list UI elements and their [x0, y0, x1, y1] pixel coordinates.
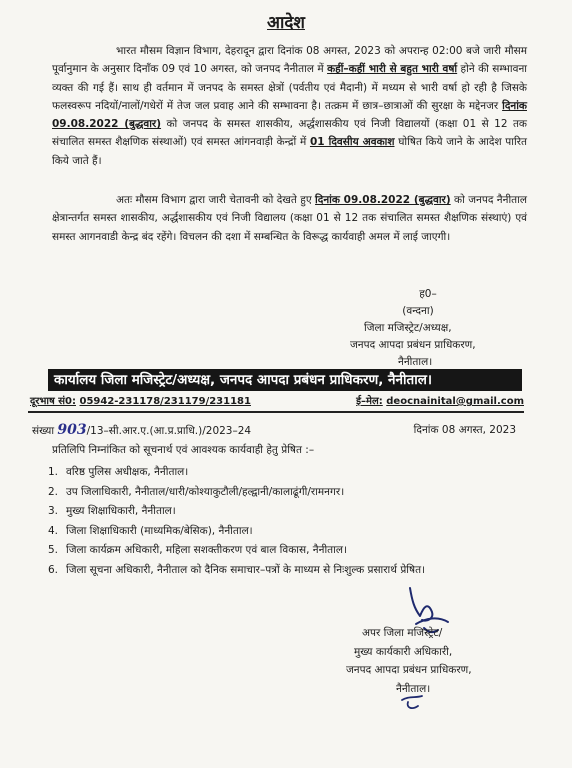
signatory-name: (वन्दना)	[402, 305, 434, 317]
order-paragraph-2	[52, 191, 527, 246]
list-item	[48, 522, 524, 542]
list-item-text: जिला शिक्षाधिकारी (माध्यमिक/बेसिक), नैनीताल।	[66, 524, 253, 537]
signatory2-designation-3: जनपद आपदा प्रबंधन प्राधिकरण,	[346, 664, 472, 676]
signature-block-adm	[346, 624, 546, 698]
para1-text-1: भारत मौसम विज्ञान विभाग, देहरादून द्वारा दिनांक 08 अगस्त, 2023 को अपरान्ह 02:00 बजे जारी मौसम पूर्वानुमान के अनुसार दिनाँक 09 एवं 10 अगस्त, को जनपद नैनीताल में	[52, 45, 527, 76]
para2-text-2: को जनपद नैनीताल क्षेत्रान्तर्गत समस्त शासकीय, अर्द्धशासकीय एवं निजी विद्यालय (कक्षा 01 से 12 तक संचालित समस्त शैक्षणिक संस्थाएं) एवं समस्त आगनवाडी केन्द्र बंद रहेंगे। विचलन की दशा में सम्बन्धित के विरूद्ध कार्यवाही अमल में लाई जाएगी।	[52, 194, 527, 243]
list-item-text: उप जिलाधिकारी, नैनीताल/धारी/कोश्याकुटौली/हल्द्वानी/कालाढूंगी/रामनगर।	[66, 485, 345, 498]
initials-mark	[398, 692, 428, 714]
signature-block-dm	[348, 286, 548, 371]
order-title	[0, 10, 572, 33]
para1-text-2: होने की सम्भावना व्यक्त की गई हैं। साथ ही वर्तमान में जनपद के समस्त क्षेत्रों (पर्वतीय एवं मैदानी) में मध्यम से भारी वर्षा हो रही है जिसके फलस्वरूप नदियों/नालों/गधेरों में तेज जल प्रवाह आने की सम्भावना है। तत्क्रम में छात्र–छात्राओं की सुरक्षा के मद्देनजर	[52, 63, 527, 112]
para1-emphasis-holiday: 01 दिवसीय अवकाश	[309, 136, 395, 149]
list-item	[48, 502, 524, 522]
order-paragraph-1	[52, 42, 527, 170]
signatory-designation-1: जिला मजिस्ट्रेट/अध्यक्ष,	[364, 322, 452, 334]
reference-date: दिनांक 08 अगस्त, 2023	[413, 424, 516, 436]
list-item	[48, 483, 524, 503]
email-address: deocnainital@gmail.com	[386, 396, 524, 407]
distribution-list	[48, 463, 524, 581]
list-item-text: जिला कार्यक्रम अधिकारी, महिला सशक्तीकरण एवं बाल विकास, नैनीताल।	[66, 544, 347, 557]
phone-label: दूरभाष सं0:	[30, 396, 76, 407]
order-title-text: आदेश	[267, 13, 305, 33]
phone-number: 05942-231178/231179/231181	[79, 396, 251, 407]
para2-text-1: अतः मौसम विभाग द्वारा जारी चेतावनी को देखते हुए	[116, 194, 316, 206]
contact-row	[30, 394, 524, 410]
list-item-text: मुख्य शिक्षाधिकारी, नैनीताल।	[66, 505, 176, 518]
signatory2-designation-2: मुख्य कार्यकारी अधिकारी,	[354, 645, 453, 658]
reference-number-handwritten: 903	[57, 422, 87, 438]
reference-suffix: /13–सी.आर.ए.(आ.प्र.प्राधि.)/2023–24	[86, 425, 252, 437]
list-item	[48, 561, 524, 581]
list-item-number: 4.	[48, 524, 59, 537]
list-item-number: 1.	[48, 466, 59, 478]
reference-label: संख्या	[32, 425, 55, 437]
list-item	[48, 463, 524, 483]
reference-number-group	[32, 421, 251, 440]
copy-intro: प्रतिलिपि निम्नांकित को सूचनार्थ एवं आवश्यक कार्यवाही हेतु प्रेषित :–	[52, 444, 315, 456]
phone-info	[30, 394, 251, 410]
list-item-text: वरिष्ठ पुलिस अधीक्षक, नैनीताल।	[66, 466, 189, 478]
header-divider	[28, 411, 524, 413]
para2-emphasis-date: दिनांक 09.08.2022 (बुद्धवार)	[315, 194, 451, 206]
para1-text-3: को जनपद के समस्त शासकीय, अर्द्धशासकीय एवं निजी विद्यालयों (कक्षा 01 से 12 तक संचालित समस्त शैक्षणिक संस्थाओं) एवं समस्त आंगनवाड़ी केन्द्रों में	[52, 118, 527, 149]
list-item-text: जिला सूचना अधिकारी, नैनीताल को दैनिक समाचार–पत्रों के माध्यम से निःशुल्क प्रसारार्थ प्रेषित।	[66, 563, 426, 576]
list-item	[48, 541, 524, 561]
email-info	[356, 394, 524, 410]
para1-emphasis-rainfall: कहीं–कहीं भारी से बहुत भारी वर्षा	[327, 63, 458, 76]
para1-text-4: घोषित किये जाने के आदेश पारित किये जाते हैं।	[52, 136, 527, 167]
signatory2-location: नैनीताल।	[396, 682, 431, 695]
para1-emphasis-date: दिनांक 09.08.2022 (बुद्धवार)	[52, 99, 527, 131]
office-heading-bar: कार्यालय जिला मजिस्ट्रेट/अध्यक्ष, जनपद आपदा प्रबंधन प्राधिकरण, नैनीताल।	[48, 369, 522, 391]
list-item-number: 6.	[48, 563, 59, 576]
list-item-number: 5.	[48, 544, 59, 557]
signatory-location: नैनीताल।	[398, 356, 433, 368]
signature-mark: ह0–	[419, 288, 437, 300]
list-item-number: 3.	[48, 505, 59, 518]
list-item-number: 2.	[48, 485, 59, 498]
email-label: ई–मेल:	[356, 396, 383, 407]
signatory-designation-2: जनपद आपदा प्रबंधन प्राधिकरण,	[350, 339, 476, 351]
signatory2-designation-1: अपर जिला मजिस्ट्रेट/	[362, 627, 443, 639]
